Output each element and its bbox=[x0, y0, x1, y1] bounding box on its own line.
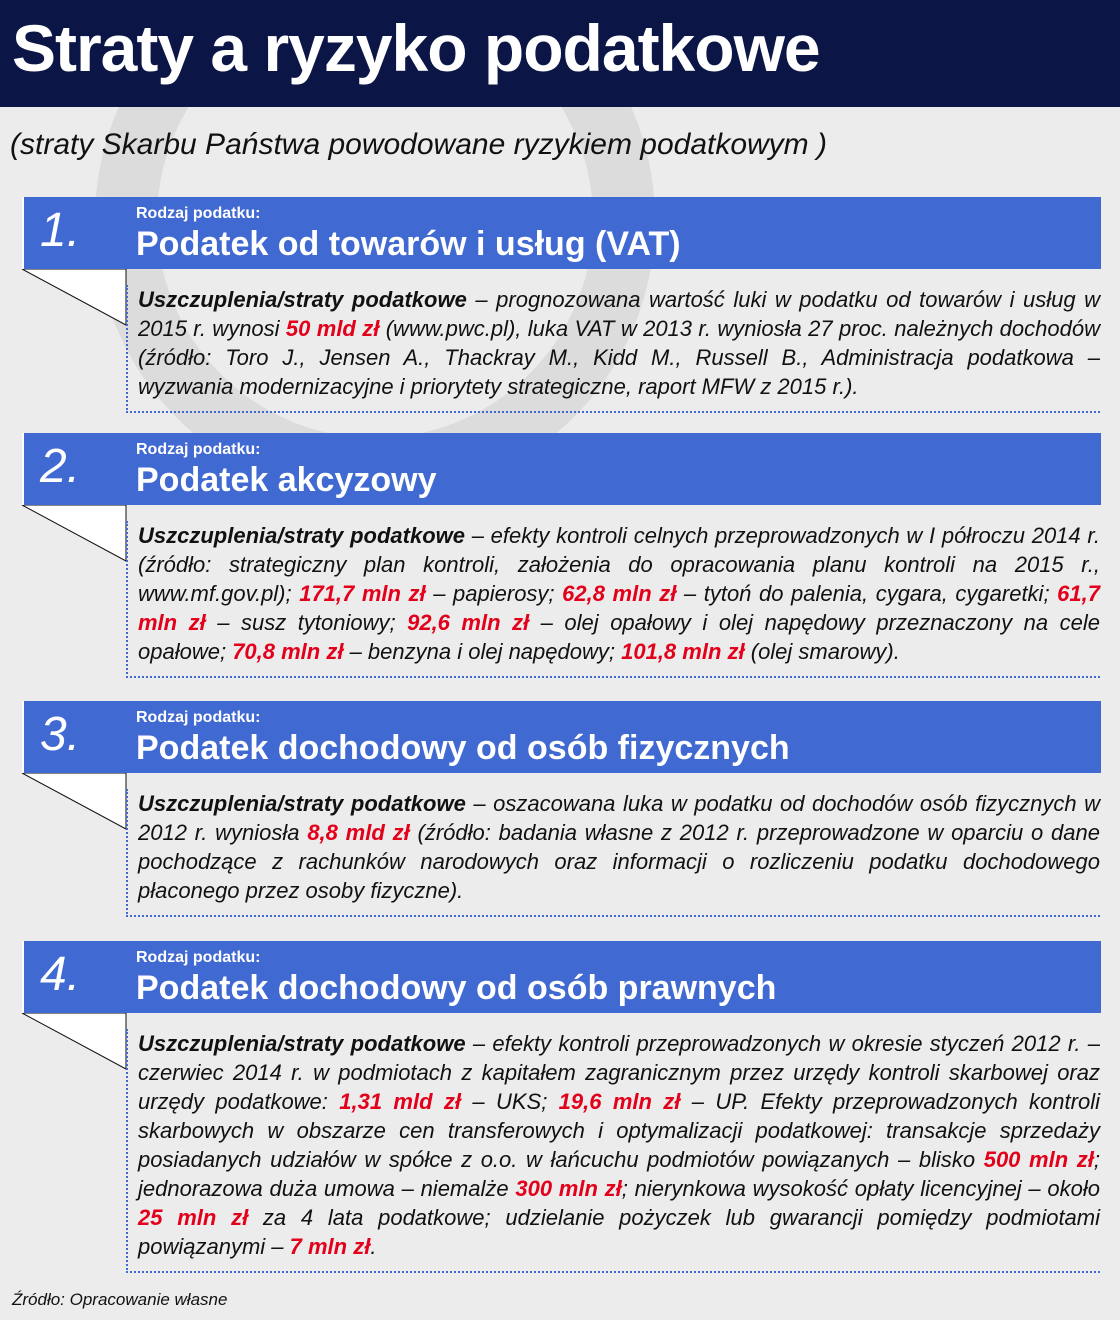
section-number: 4. bbox=[40, 948, 81, 1001]
text-fragment: – prognozowana wartość luki w podatku od towarów i usług w 2015 r. wynosi bbox=[138, 287, 1101, 341]
text-fragment: (źródło: badania własne z 2012 r. przeprowadzone w oparciu o dane pochodzące z rachunków narodowych oraz informacji o rozliczeniu podatku dochodowego płaconego przez osoby fizyczne). bbox=[138, 820, 1100, 903]
highlight-value: 8,8 mld zł bbox=[307, 820, 410, 845]
text-fragment: (olej smarowy). bbox=[744, 639, 900, 664]
page-title: Straty a ryzyko podatkowe bbox=[12, 11, 820, 85]
highlight-value: 101,8 mln zł bbox=[621, 639, 745, 664]
highlight-value: 50 mld zł bbox=[285, 316, 380, 341]
section-number: 2. bbox=[40, 440, 81, 493]
lead-label: Uszczuplenia/straty podatkowe bbox=[138, 287, 467, 312]
highlight-value: 70,8 mln zł bbox=[232, 639, 344, 664]
highlight-value: 25 mln zł bbox=[138, 1205, 249, 1230]
section-number: 3. bbox=[40, 708, 81, 761]
highlight-value: 300 mln zł bbox=[515, 1176, 622, 1201]
section-kicker: Rodzaj podatku: bbox=[136, 205, 261, 222]
text-fragment: – papierosy; bbox=[425, 581, 563, 606]
callout-tail bbox=[22, 505, 132, 565]
text-fragment: – susz tytoniowy; bbox=[205, 610, 408, 635]
section-header-band bbox=[22, 433, 1101, 505]
lead-label: Uszczuplenia/straty podatkowe bbox=[138, 791, 466, 816]
section-title: Podatek od towarów i usług (VAT) bbox=[136, 225, 681, 263]
section-description bbox=[126, 1029, 1100, 1273]
lead-label: Uszczuplenia/straty podatkowe bbox=[138, 523, 466, 548]
text-fragment: za 4 lata podatkowe; udzielanie pożyczek lub gwarancji pomiędzy podmiotami powiązanymi – bbox=[138, 1205, 1101, 1259]
text-fragment: ; jednorazowa duża umowa – niemalże bbox=[138, 1147, 1100, 1201]
text-fragment: (www.pwc.pl), luka VAT w 2013 r. wyniosła 27 proc. należnych dochodów (źródło: Toro J., Jensen A., Thackray M., Kidd M., Russell B., Administracja podatkowa – wyzwania modernizacyjne i priorytety strategiczne, raport MFW z 2015 r.). bbox=[138, 316, 1100, 399]
callout-tail bbox=[22, 1013, 132, 1073]
highlight-value: 500 mln zł bbox=[983, 1147, 1094, 1172]
section-kicker: Rodzaj podatku: bbox=[136, 949, 261, 966]
highlight-value: 92,6 mln zł bbox=[407, 610, 530, 635]
section-title: Podatek dochodowy od osób prawnych bbox=[136, 969, 777, 1007]
section-kicker: Rodzaj podatku: bbox=[136, 709, 261, 726]
highlight-value: 171,7 mln zł bbox=[299, 581, 426, 606]
source-note: Źródło: Opracowanie własne bbox=[12, 1290, 228, 1309]
callout-tail bbox=[22, 269, 132, 329]
text-fragment: – efekty kontroli celnych przeprowadzonych w I półroczu 2014 r. (źródło: strategiczny plan kontroli, założenia do opracowania planu kontroli na 2015 r., www.mf.gov.pl); bbox=[138, 523, 1100, 606]
highlight-value: 7 mln zł bbox=[289, 1234, 371, 1259]
section-title: Podatek dochodowy od osób fizycznych bbox=[136, 729, 790, 767]
text-fragment: – efekty kontroli przeprowadzonych w okresie styczeń 2012 r. – czerwiec 2014 r. w podmiotach z kapitałem zagranicznym przez urzędy kontroli skarbowej oraz urzędy podatkowe: bbox=[138, 1031, 1100, 1114]
section-description bbox=[126, 285, 1100, 413]
highlight-value: 1,31 mld zł bbox=[339, 1089, 462, 1114]
highlight-value: 62,8 mln zł bbox=[562, 581, 677, 606]
text-fragment: . bbox=[370, 1234, 377, 1259]
text-fragment: – oszacowana luka w podatku od dochodów osób fizycznych w 2012 r. wyniosła bbox=[138, 791, 1100, 845]
section-header-band bbox=[22, 197, 1101, 269]
section-title: Podatek akcyzowy bbox=[136, 461, 437, 499]
text-fragment: – olej opałowy i olej napędowy przeznaczony na cele opałowe; bbox=[138, 610, 1100, 664]
highlight-value: 19,6 mln zł bbox=[558, 1089, 681, 1114]
section-kicker: Rodzaj podatku: bbox=[136, 441, 261, 458]
title-bar bbox=[0, 0, 1120, 107]
section-header-band bbox=[22, 941, 1101, 1013]
section-description bbox=[126, 789, 1100, 917]
text-fragment: ; nierynkowa wysokość opłaty licencyjnej – około bbox=[621, 1176, 1101, 1201]
highlight-value: 61,7 mln zł bbox=[138, 581, 1100, 635]
text-fragment: – tytoń do palenia, cygara, cygaretki; bbox=[676, 581, 1058, 606]
section-description bbox=[126, 521, 1100, 678]
page-subtitle: (straty Skarbu Państwa powodowane ryzykiem podatkowym ) bbox=[10, 128, 828, 161]
lead-label: Uszczuplenia/straty podatkowe bbox=[138, 1031, 466, 1056]
section-header-band bbox=[22, 701, 1101, 773]
text-fragment: – UKS; bbox=[461, 1089, 559, 1114]
section-number: 1. bbox=[40, 204, 81, 257]
text-fragment: – benzyna i olej napędowy; bbox=[343, 639, 622, 664]
text-fragment: – UP. Efekty przeprowadzonych kontroli skarbowych w obszarze cen transferowych i optymalizacji podatkowej: transakcje sprzedaży posiadanych udziałów w spółce z o.o. w łańcuchu podmiotów powiązanych – blisko bbox=[138, 1089, 1100, 1172]
callout-tail bbox=[22, 773, 132, 833]
